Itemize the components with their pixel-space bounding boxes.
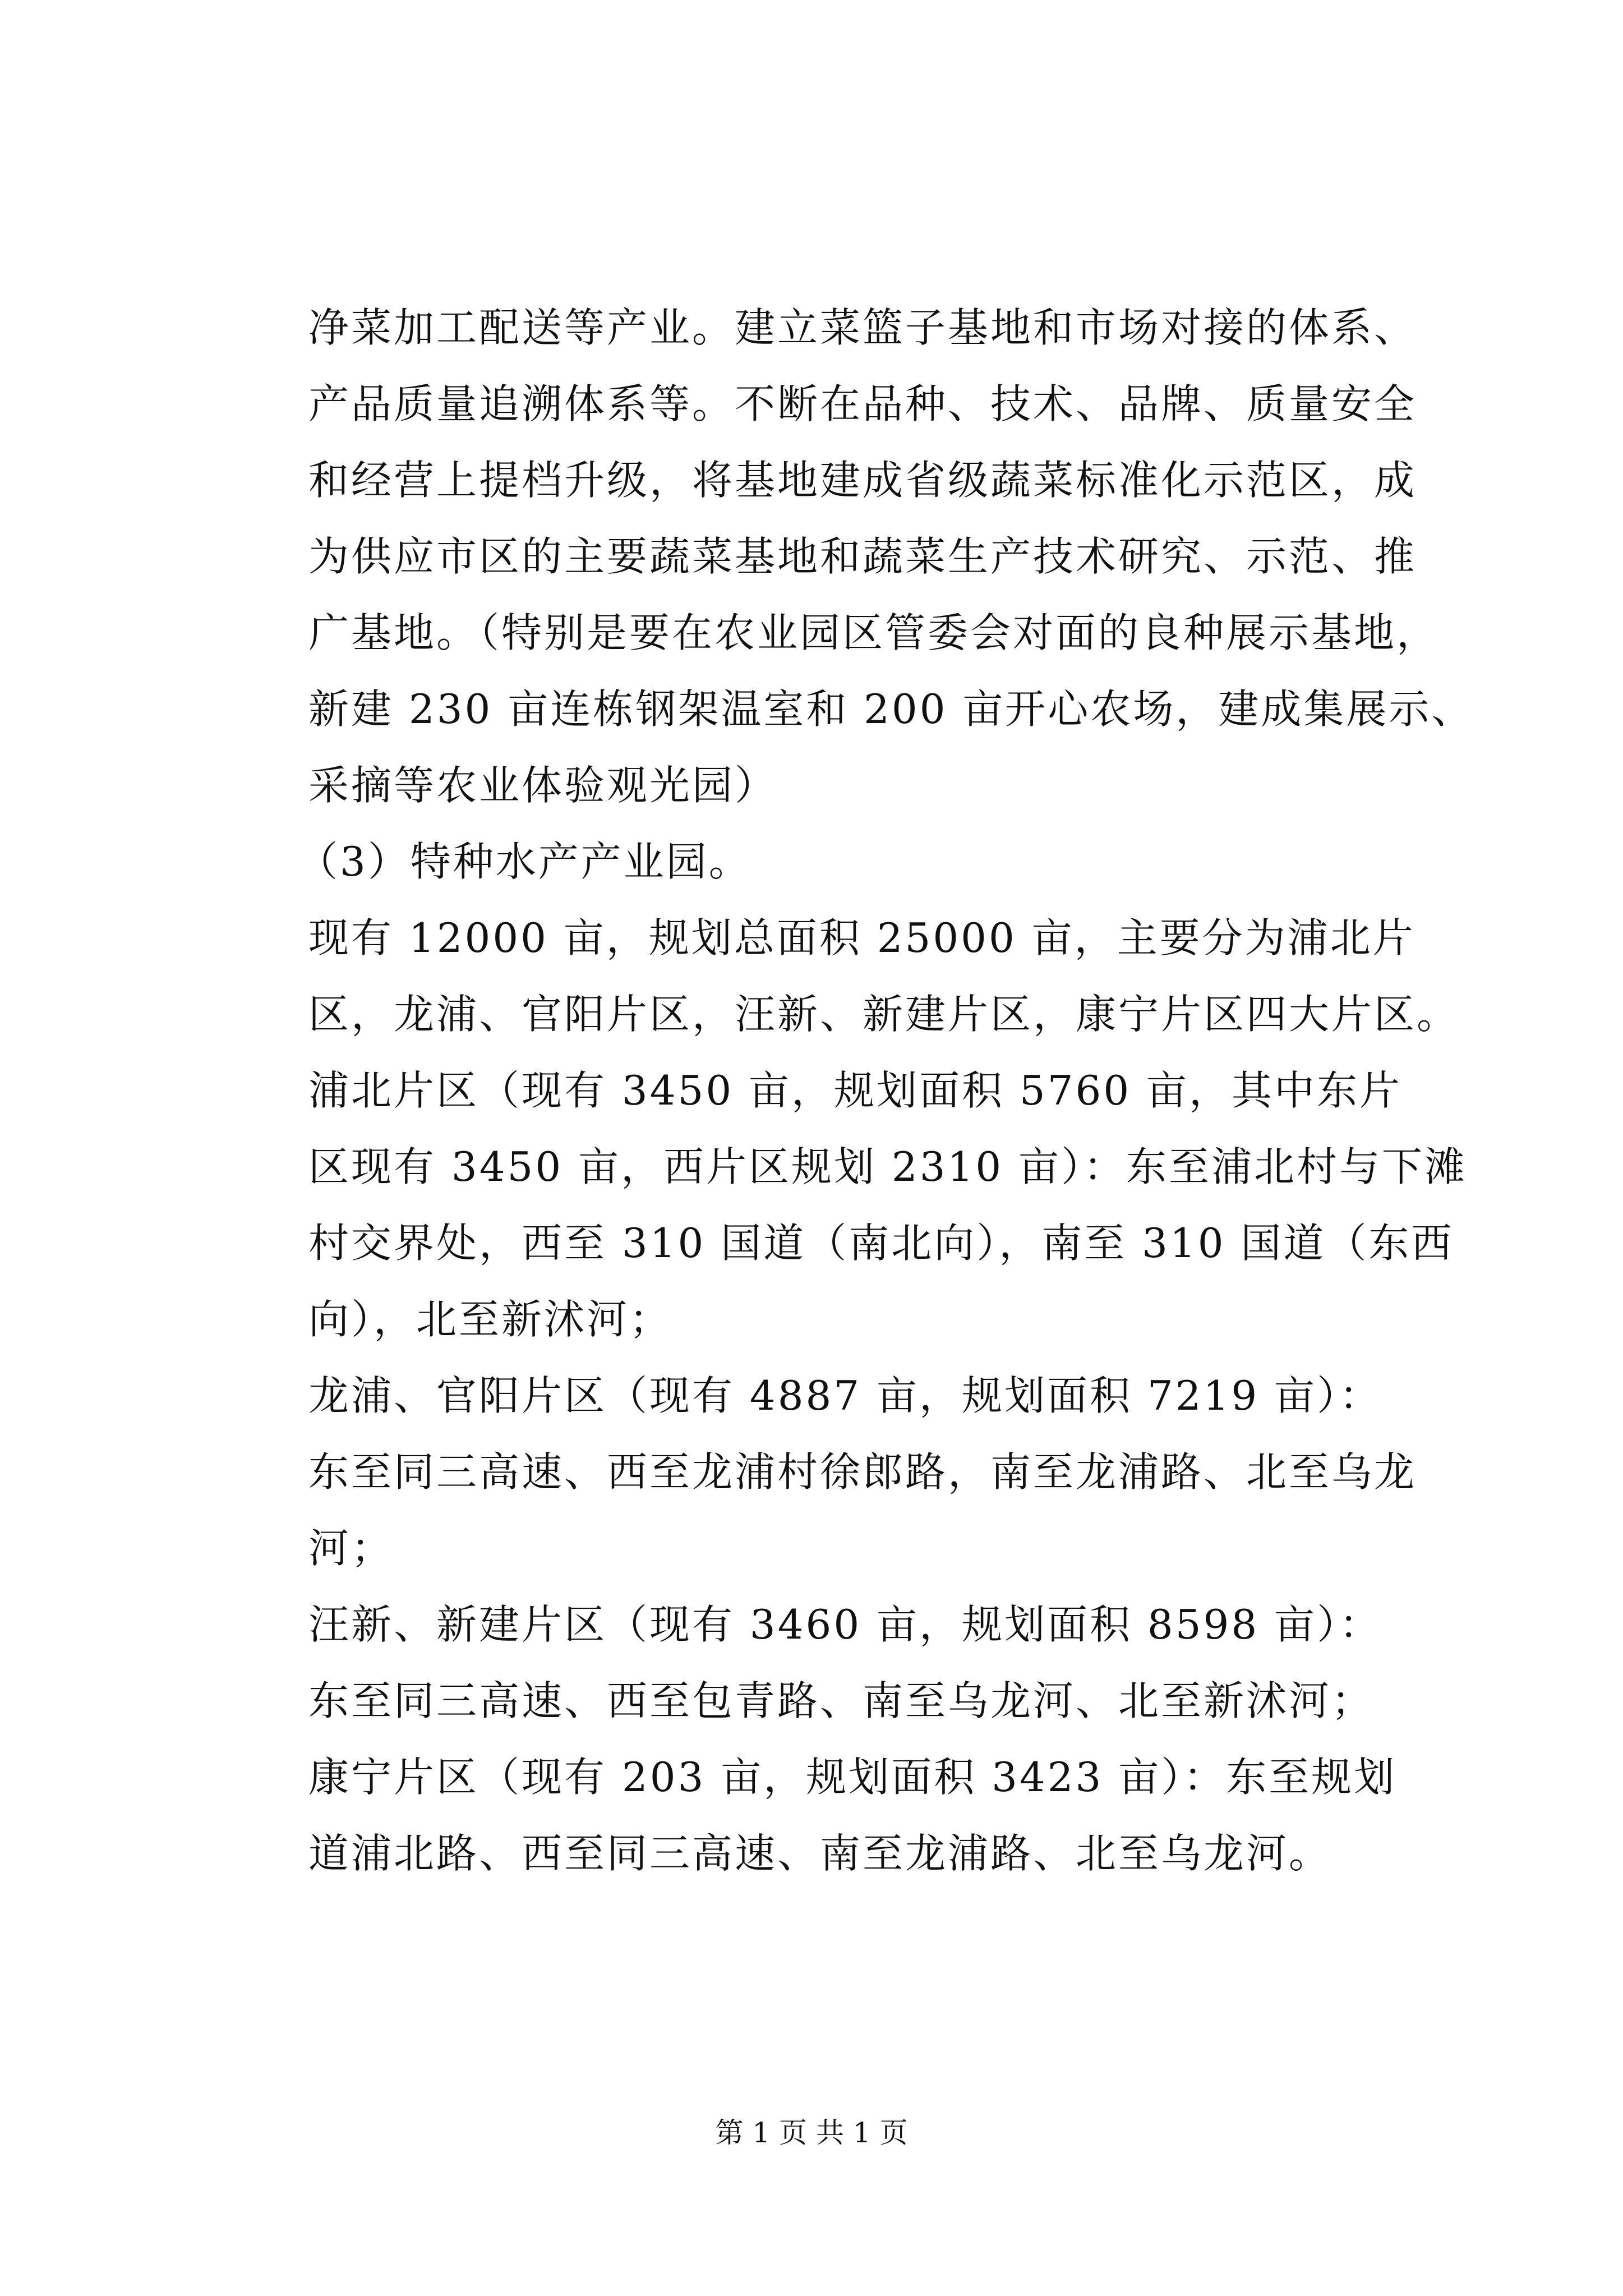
text-line: 区，龙浦、官阳片区，汪新、新建片区，康宁片区四大片区。 <box>308 991 1460 1038</box>
text-line: 区现有 3450 亩，西片区规划 2310 亩）：东至浦北村与下滩 <box>308 1143 1468 1190</box>
text-line: 东至同三高速、西至包青路、南至乌龙河、北至新沭河； <box>308 1677 1375 1724</box>
text-line: 龙浦、官阳片区（现有 4887 亩，规划面积 7219 亩）： <box>308 1372 1382 1419</box>
text-line: 康宁片区（现有 203 亩，规划面积 3423 亩）：东至规划 <box>308 1754 1397 1801</box>
text-line: 河； <box>308 1525 394 1572</box>
text-line: 村交界处，西至 310 国道（南北向），南至 310 国道（东西 <box>308 1220 1454 1267</box>
text-line: 向），北至新沭河； <box>308 1296 672 1343</box>
text-line: 现有 12000 亩，规划总面积 25000 亩，主要分为浦北片 <box>308 914 1415 961</box>
text-line: 新建 230 亩连栋钢架温室和 200 亩开心农场，建成集展示、 <box>308 685 1474 733</box>
text-line: 广基地。（特别是要在农业园区管委会对面的良种展示基地， <box>308 609 1440 656</box>
text-line: 东至同三高速、西至龙浦村徐郎路，南至龙浦路、北至乌龙 <box>308 1448 1417 1496</box>
text-line: 采摘等农业体验观光园） <box>308 762 778 809</box>
text-line: 汪新、新建片区（现有 3460 亩，规划面积 8598 亩）： <box>308 1601 1382 1648</box>
page-number-footer: 第 1 页 共 1 页 <box>715 2116 908 2149</box>
text-line: 净菜加工配送等产业。建立菜篮子基地和市场对接的体系、 <box>308 304 1417 351</box>
document-body <box>297 289 1474 1892</box>
text-line: 浦北片区（现有 3450 亩，规划面积 5760 亩，其中东片 <box>308 1067 1403 1114</box>
text-line: 道浦北路、西至同三高速、南至龙浦路、北至乌龙河。 <box>308 1830 1332 1877</box>
text-line: 产品质量追溯体系等。不断在品种、技术、品牌、质量安全 <box>308 380 1417 427</box>
text-line: 为供应市区的主要蔬菜基地和蔬菜生产技术研究、示范、推 <box>308 533 1417 580</box>
text-line: 和经营上提档升级，将基地建成省级蔬菜标准化示范区，成 <box>308 457 1417 504</box>
section-heading: （3）特种水产产业园。 <box>297 838 751 885</box>
